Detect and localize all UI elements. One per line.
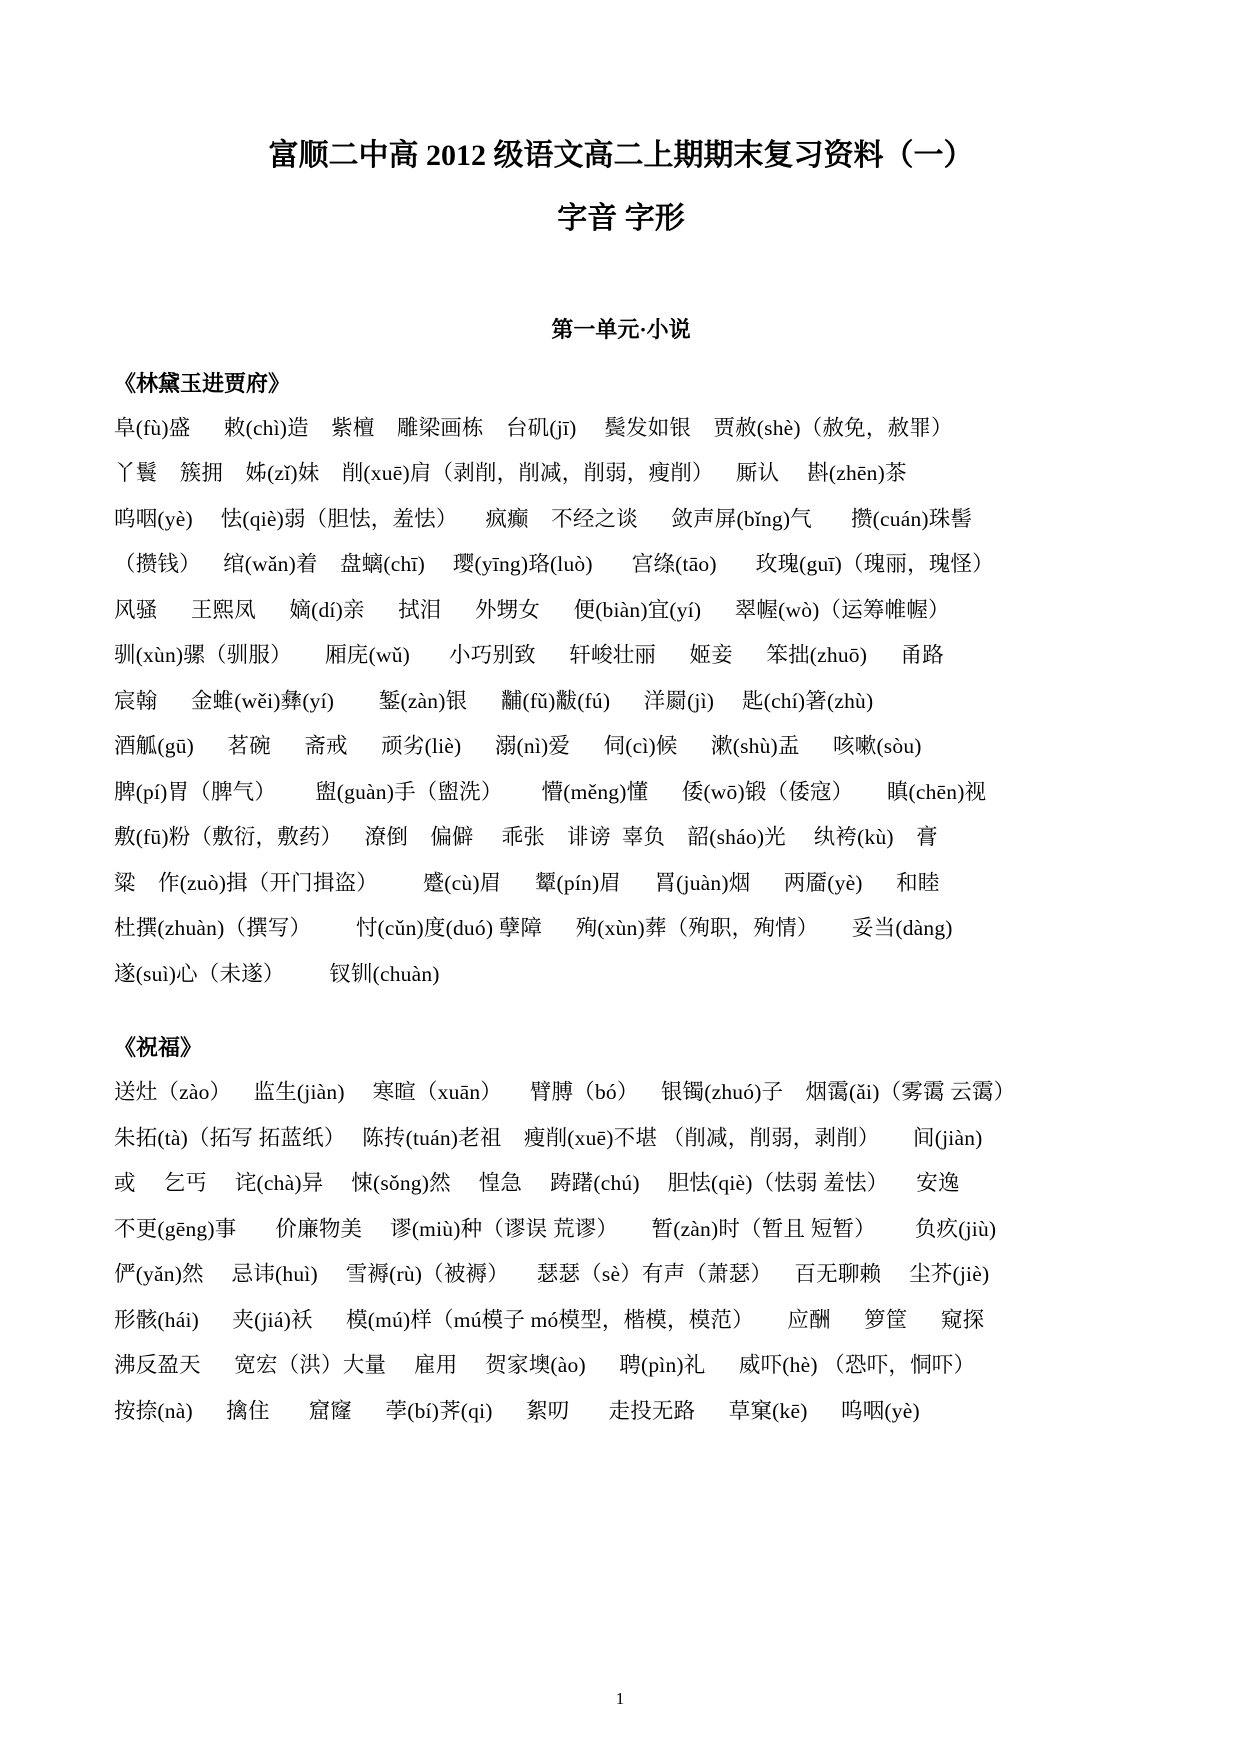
vocabulary-line: 遂(suì)心（未遂） 钗钏(chuàn) — [114, 961, 440, 986]
vocabulary-line: 杜撰(zhuàn)（撰写） 忖(cǔn)度(duó) 孽障 殉(xùn)葬（殉职，殉情） 妥当(dàng) — [114, 916, 953, 941]
vocabulary-line: 粱 作(zuò)揖（开门揖盗） 蹙(cù)眉 颦(pín)眉 罥(juàn)烟 两靥(yè) 和睦 — [114, 870, 940, 895]
vocabulary-line: 形骸(hái) 夹(jiá)袄 模(mú)样（mú模子 mó模型，楷模，模范） 应酬 箩筐 窥探 — [114, 1307, 985, 1332]
vocabulary-line: 丫鬟 簇拥 姊(zǐ)妹 削(xuē)肩（剥削，削减，削弱，瘦削） 厮认 斟(zhēn)茶 — [114, 461, 907, 486]
vocabulary-line: 呜咽(yè) 怯(qiè)弱（胆怯，羞怯） 疯癫 不经之谈 敛声屏(bǐng)气 攒(cuán)珠髻 — [114, 506, 973, 531]
page-number: 1 — [615, 1688, 625, 1708]
vocabulary-line: 不更(gēng)事 价廉物美 谬(miù)种（谬误 荒谬） 暂(zàn)时（暂且 短暂） 负疚(jiù) — [114, 1216, 997, 1241]
vocabulary-line: 敷(fū)粉（敷衍，敷药） 潦倒 偏僻 乖张 诽谤 辜负 韶(sháo)光 纨袴(kù) 膏 — [114, 825, 938, 850]
section-heading: 《林黛玉进贾府》 — [114, 370, 291, 396]
vocabulary-line: 按捺(nà) 擒住 窟窿 荸(bí)荠(qi) 絮叨 走投无路 草窠(kē) 呜咽(yè) — [114, 1398, 920, 1423]
vocabulary-line: 脾(pí)胃（脾气） 盥(guàn)手（盥洗） 懵(měng)懂 倭(wō)锻（倭寇） 瞋(chēn)视 — [114, 779, 987, 804]
unit-heading: 第一单元·小说 — [551, 317, 691, 342]
vocab-section — [114, 1025, 1128, 1434]
vocabulary-line: 阜(fù)盛 敕(chì)造 紫檀 雕梁画栋 台矶(jī) 鬓发如银 贾赦(shè)（赦免，赦罪） — [114, 415, 953, 440]
sections-container — [114, 361, 1128, 1435]
vocabulary-line: 酒觚(gū) 茗碗 斋戒 顽劣(liè) 溺(nì)爱 伺(cì)候 漱(shù)盂 咳嗽(sòu) — [114, 734, 922, 759]
vocabulary-line: 沸反盈天 宽宏（洪）大量 雇用 贺家墺(ào) 聘(pìn)礼 威吓(hè) （恐吓，恫吓） — [114, 1353, 976, 1378]
vocabulary-line: 风骚 王熙凤 嫡(dí)亲 拭泪 外甥女 便(biàn)宜(yí) 翠幄(wò)（运筹帷幄） — [114, 597, 950, 622]
vocabulary-line: 俨(yǎn)然 忌讳(huì) 雪褥(rù)（被褥） 瑟瑟（sè）有声（萧瑟） 百无聊赖 尘芥(jiè) — [114, 1262, 990, 1287]
vocabulary-line: （攒钱） 绾(wǎn)着 盘螭(chī) 璎(yīng)珞(luò) 宫绦(tāo) 玫瑰(guī)（瑰丽，瑰怪） — [114, 552, 994, 577]
section-heading: 《祝福》 — [114, 1035, 203, 1061]
document-subtitle: 字音 字形 — [557, 202, 685, 235]
vocabulary-line: 驯(xùn)骡（驯服） 厢庑(wǔ) 小巧别致 轩峻壮丽 姬妾 笨拙(zhuō) 甬路 — [114, 643, 944, 668]
vocabulary-line: 送灶（zào） 监生(jiàn) 寒暄（xuān） 臂膊（bó） 银镯(zhuó)子 烟霭(ǎi)（雾霭 云霭） — [114, 1080, 1016, 1105]
vocabulary-line: 朱拓(tà)（拓写 拓蓝纸） 陈抟(tuán)老祖 瘦削(xuē)不堪 （削减，削弱，剥削） 间(jiàn) — [114, 1125, 983, 1150]
vocabulary-line: 或 乞丐 诧(chà)异 悚(sǒng)然 惶急 踌躇(chú) 胆怯(qiè)（怯弱 羞怯） 安逸 — [114, 1171, 960, 1196]
vocab-section — [114, 361, 1128, 998]
document-title: 富顺二中高 2012 级语文高二上期期末复习资料（一） — [268, 139, 974, 172]
vocabulary-line: 宸翰 金蜼(wěi)彝(yí) 錾(zàn)银 黼(fǔ)黻(fú) 洋罽(jì) 匙(chí)箸(zhù) — [114, 688, 874, 713]
